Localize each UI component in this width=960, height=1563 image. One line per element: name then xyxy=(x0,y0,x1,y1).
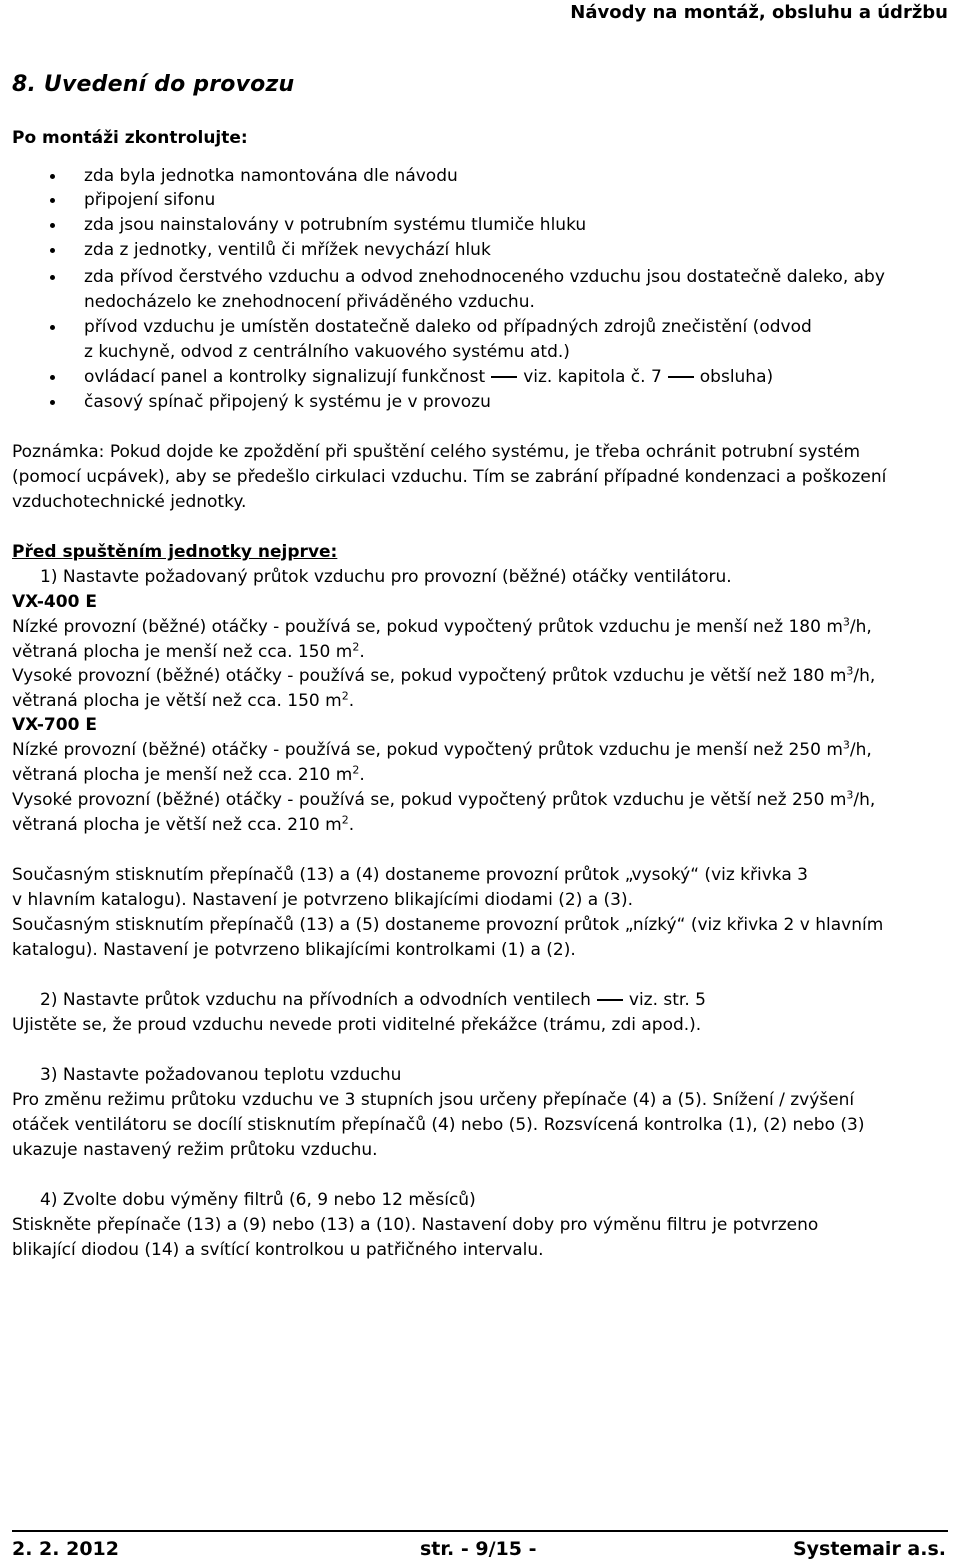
high-flow-line1: Současným stisknutím přepínačů (13) a (4) dostaneme provozní průtok „vysoký“ (viz křivka 3 xyxy=(12,865,808,885)
step-1: 1) Nastavte požadovaný průtok vzduchu pro provozní (běžné) otáčky ventilátoru. xyxy=(40,567,732,587)
bullet-icon xyxy=(50,198,55,203)
vx400-low-line2: větraná plocha je menší než cca. 150 $m^2$. xyxy=(12,640,365,662)
bullet-icon xyxy=(50,400,55,405)
bullet-icon xyxy=(50,325,55,330)
low-flow-line1: Současným stisknutím přepínačů (13) a (5) dostaneme provozní průtok „nízký“ (viz křivka 2 v hlavním xyxy=(12,915,884,935)
note-line: (pomocí ucpávek), aby se předešlo cirkulaci vzduchu. Tím se zabrání případné kondenzaci a poškození xyxy=(12,467,887,487)
bullet-icon xyxy=(50,223,55,228)
note-line: Poznámka: Pokud dojde ke zpoždění při spuštění celého systému, je třeba ochránit potrubní systém xyxy=(12,442,861,462)
step-4-line: blikající diodou (14) a svítící kontrolkou u patřičného intervalu. xyxy=(12,1240,544,1260)
dash-icon xyxy=(668,376,694,378)
note-line: vzduchotechnické jednotky. xyxy=(12,492,247,512)
vx400-high-line2: větraná plocha je větší než cca. 150 $m^2$. xyxy=(12,689,355,711)
step-2-note: Ujistěte se, že proud vzduchu nevede proti viditelné překážce (trámu, zdi apod.). xyxy=(12,1015,702,1035)
bullet-icon xyxy=(50,248,55,253)
vx400-low-line1: Nízké provozní (běžné) otáčky - používá se, pokud vypočtený průtok vzduchu je menší než 180 $m^3/h$, xyxy=(12,615,872,637)
bullet-icon xyxy=(50,174,55,179)
vx700-high-line1: Vysoké provozní (běžné) otáčky - používá se, pokud vypočtený průtok vzduchu je větší než 250 $m^3/h$, xyxy=(12,788,876,810)
step-4: 4) Zvolte dobu výměny filtrů (6, 9 nebo 12 měsíců) xyxy=(40,1190,476,1210)
dash-icon xyxy=(491,376,517,378)
step-3-line: otáček ventilátoru se docílí stisknutím přepínačů (4) nebo (5). Rozsvícená kontrolka (1), (2) nebo (3) xyxy=(12,1115,865,1135)
before-heading: Před spuštěním jednotky nejprve: xyxy=(12,542,338,562)
list-item-continuation: nedocházelo ke znehodnocení přiváděného vzduchu. xyxy=(84,292,535,312)
vx700-low-line2: větraná plocha je menší než cca. 210 $m^2$. xyxy=(12,763,365,785)
bullet-icon xyxy=(50,375,55,380)
model-title-vx400: VX-400 E xyxy=(12,592,97,612)
check-heading: Po montáži zkontrolujte: xyxy=(12,128,248,148)
vx700-low-line1: Nízké provozní (běžné) otáčky - používá se, pokud vypočtený průtok vzduchu je menší než 250 $m^3/h$, xyxy=(12,738,872,760)
footer-rule xyxy=(12,1530,948,1532)
dash-icon xyxy=(597,999,623,1001)
step-3-line: ukazuje nastavený režim průtoku vzduchu. xyxy=(12,1140,378,1160)
vx700-high-line2: větraná plocha je větší než cca. 210 $m^2$. xyxy=(12,813,355,835)
step-2: 2) Nastavte průtok vzduchu na přívodních a odvodních ventilech viz. str. 5 xyxy=(40,990,706,1010)
high-flow-line2: v hlavním katalogu). Nastavení je potvrzeno blikajícími diodami (2) a (3). xyxy=(12,890,634,910)
step-4-line: Stiskněte přepínače (13) a (9) nebo (13) a (10). Nastavení doby pro výměnu filtru je potvrzeno xyxy=(12,1215,819,1235)
list-item-continuation: z kuchyně, odvod z centrálního vakuového systému atd.) xyxy=(84,342,570,362)
bullet-icon xyxy=(50,275,55,280)
step-3-line: Pro změnu režimu průtoku vzduchu ve 3 stupních jsou určeny přepínače (4) a (5). Snížení / zvýšení xyxy=(12,1090,855,1110)
model-title-vx700: VX-700 E xyxy=(12,715,97,735)
running-header: Návody na montáž, obsluhu a údržbu xyxy=(570,2,948,23)
low-flow-line2: katalogu). Nastavení je potvrzeno blikajícími kontrolkami (1) a (2). xyxy=(12,940,576,960)
step-3: 3) Nastavte požadovanou teplotu vzduchu xyxy=(40,1065,402,1085)
footer-date: 2. 2. 2012 xyxy=(12,1538,119,1560)
footer-page-number: str. - 9/15 - xyxy=(420,1538,537,1560)
vx400-high-line1: Vysoké provozní (běžné) otáčky - používá se, pokud vypočtený průtok vzduchu je větší než 180 $m^3/h$, xyxy=(12,664,876,686)
footer-company: Systemair a.s. xyxy=(792,1538,946,1560)
section-title: 8. Uvedení do provozu xyxy=(12,72,295,97)
